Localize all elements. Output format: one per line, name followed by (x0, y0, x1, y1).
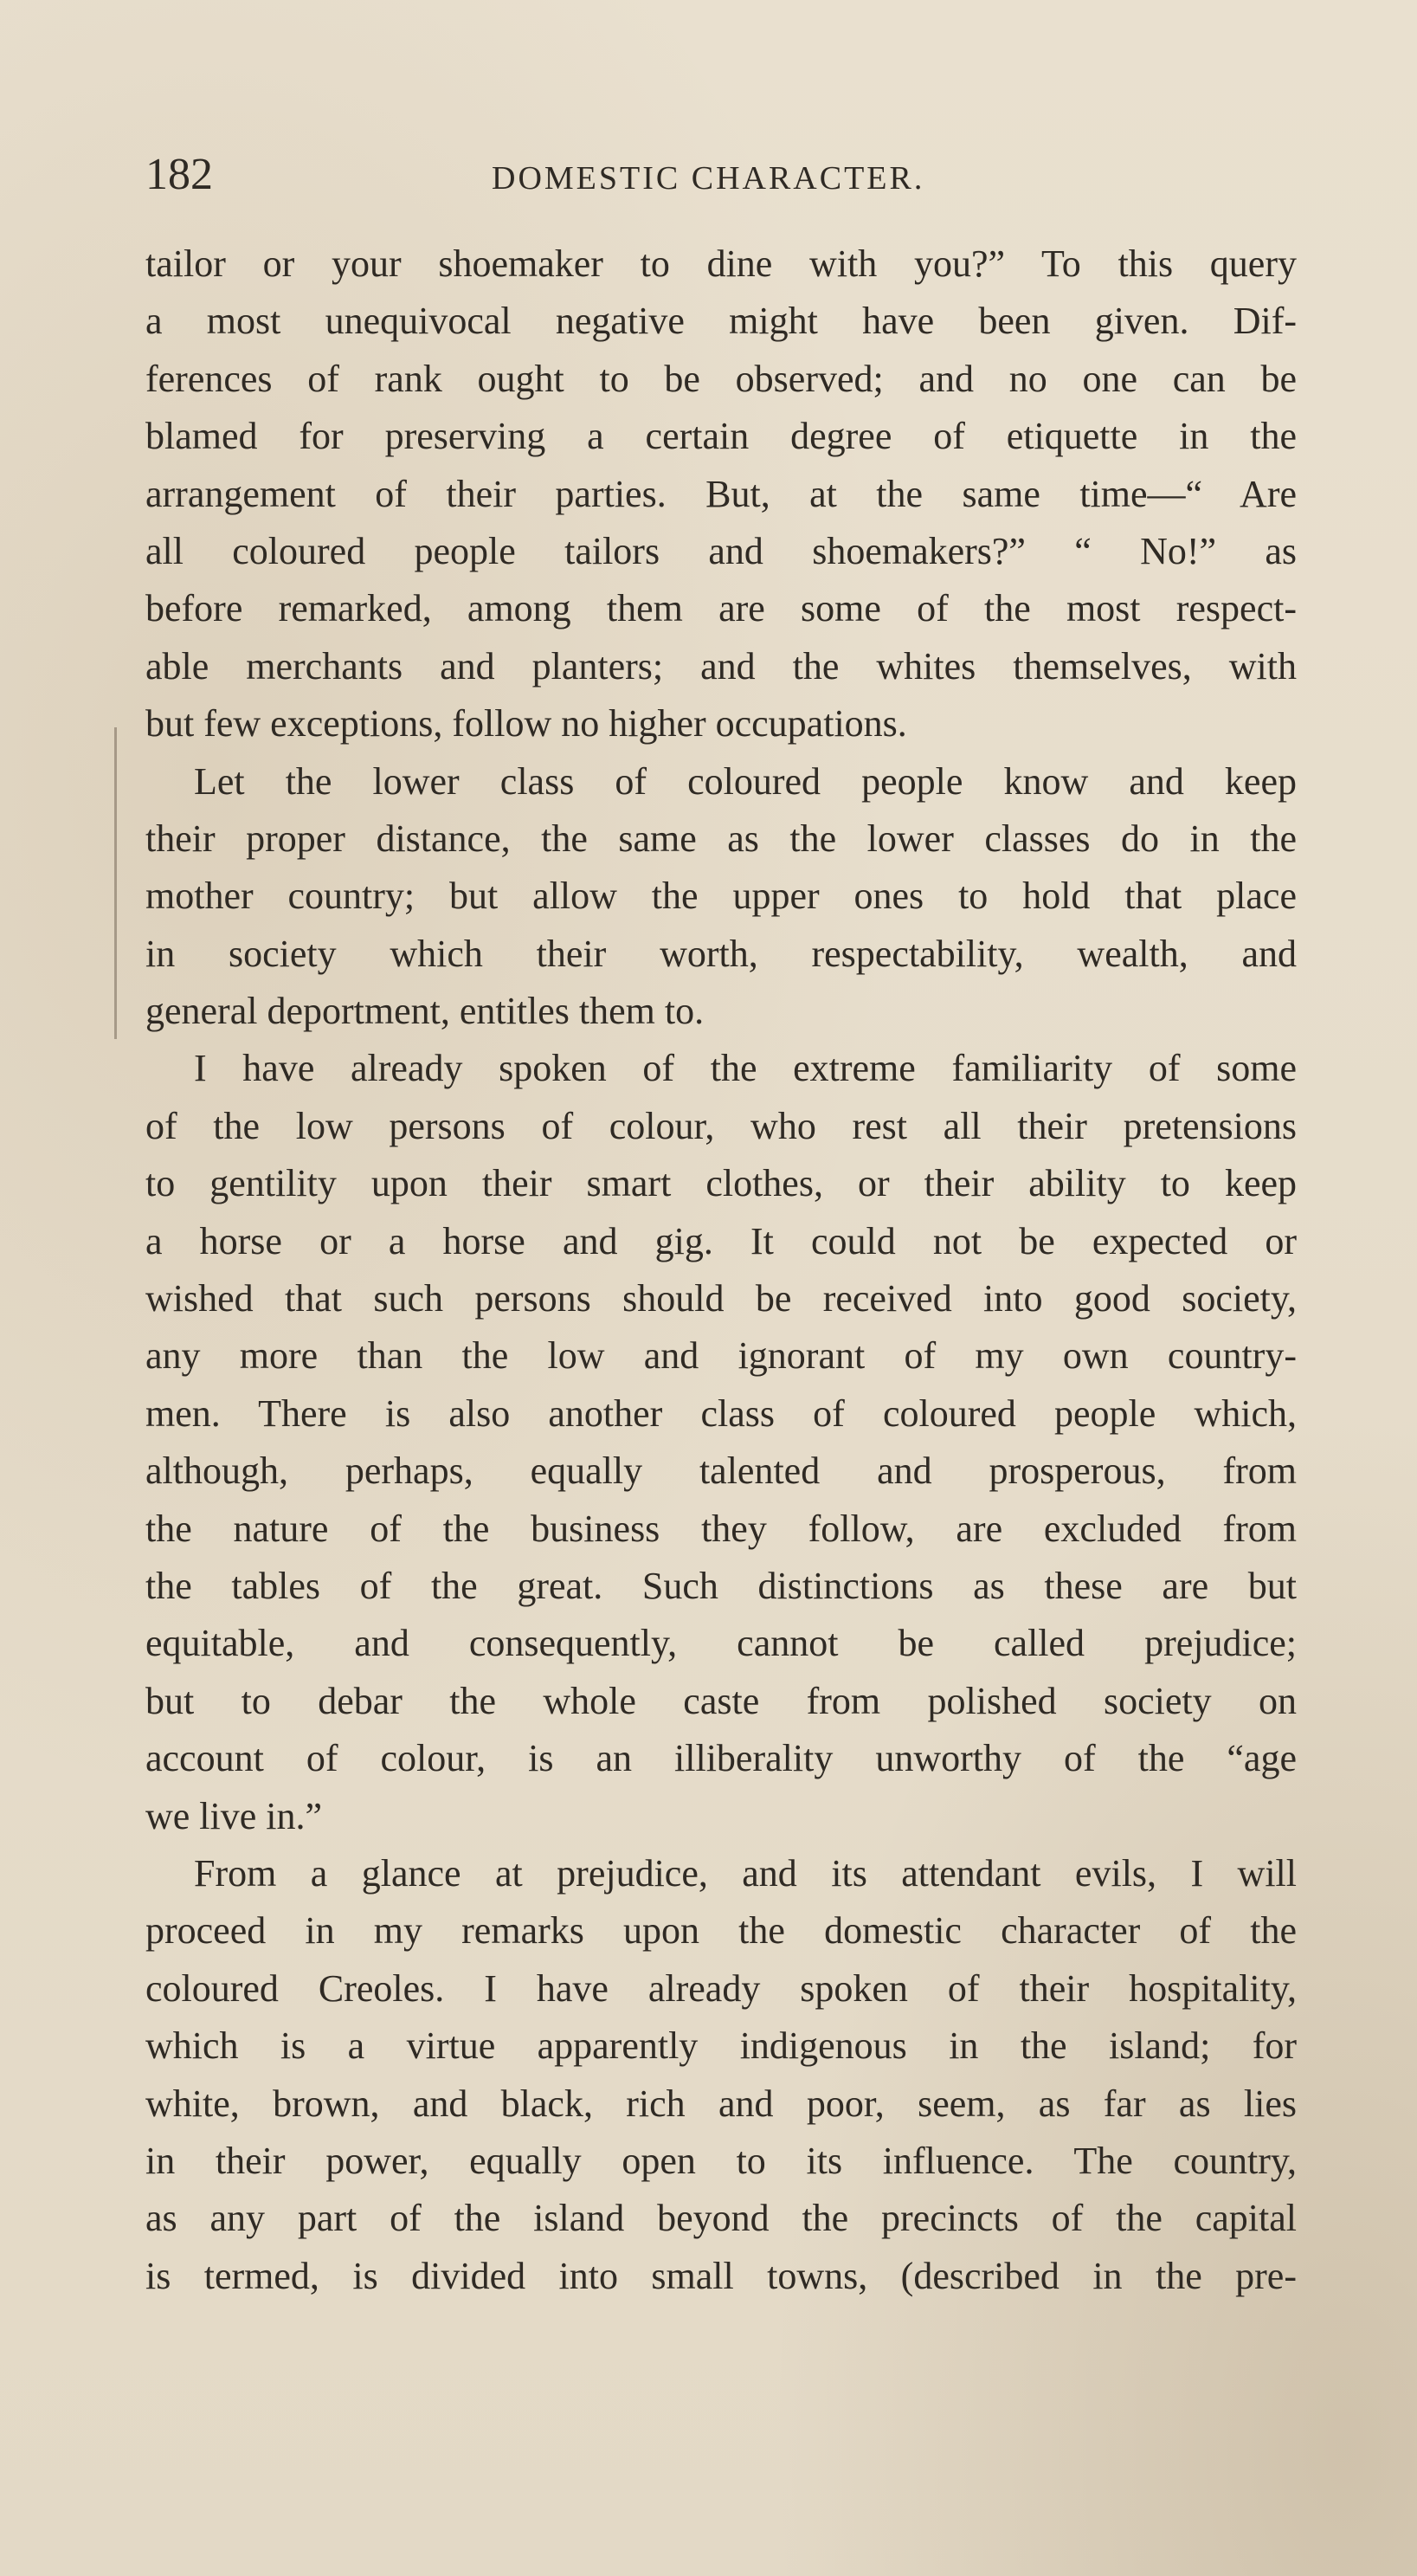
margin-annotation (0, 710, 130, 1056)
text-line: equitable, and consequently, cannot be called prejudice; (145, 1622, 1297, 1665)
text-line: a most unequivocal negative might have been given. Dif- (145, 300, 1297, 343)
text-line: general deportment, entitles them to. (145, 990, 705, 1033)
body-text (145, 236, 1297, 2305)
text-line: coloured Creoles. I have already spoken of their hospitality, (145, 1966, 1297, 2010)
text-line: their proper distance, the same as the lower classes do in the (145, 817, 1297, 860)
text-line: tailor or your shoemaker to dine with you?” To this query (145, 242, 1297, 285)
text-line: of the low persons of colour, who rest all their pretensions (145, 1104, 1297, 1147)
text-line: to gentility upon their smart clothes, or their ability to keep (145, 1162, 1297, 1205)
text-line: which is a virtue apparently indigenous in the island; for (145, 2024, 1297, 2068)
text-line: the nature of the business they follow, are excluded from (145, 1507, 1297, 1550)
paragraph-start-line: From a glance at prejudice, and its attendant evils, I will (194, 1851, 1297, 1895)
margin-bracket (114, 727, 117, 1039)
text-line: but to debar the whole caste from polished society on (145, 1679, 1297, 1722)
text-line: before remarked, among them are some of the most respect- (145, 587, 1297, 630)
text-line: but few exceptions, follow no higher occupations. (145, 702, 907, 746)
text-line: arrangement of their parties. But, at the same time—“ Are (145, 472, 1297, 515)
text-line: is termed, is divided into small towns, (described in the pre- (145, 2254, 1297, 2297)
text-line: as any part of the island beyond the precincts of the capital (145, 2197, 1297, 2240)
text-line: any more than the low and ignorant of my own country- (145, 1334, 1297, 1378)
text-line: mother country; but allow the upper ones to hold that place (145, 875, 1297, 918)
running-title: DOMESTIC CHARACTER. (492, 160, 925, 197)
text-line: able merchants and planters; and the whites themselves, with (145, 644, 1297, 688)
text-line: ferences of rank ought to be observed; and no one can be (145, 357, 1297, 400)
text-line: white, brown, and black, rich and poor, seem, as far as lies (145, 2082, 1297, 2125)
text-line: men. There is also another class of coloured people which, (145, 1391, 1297, 1435)
text-line: we live in.” (145, 1794, 323, 1837)
paragraph-start-line: I have already spoken of the extreme familiarity of some (194, 1047, 1297, 1090)
text-line: all coloured people tailors and shoemakers?” “ No!” as (145, 529, 1297, 572)
page-number: 182 (145, 150, 213, 199)
text-line: in their power, equally open to its influence. The country, (145, 2139, 1297, 2182)
text-line: proceed in my remarks upon the domestic character of the (145, 1909, 1297, 1953)
text-line: the tables of the great. Such distinctions as these are but (145, 1564, 1297, 1607)
text-line: although, perhaps, equally talented and prosperous, from (145, 1449, 1297, 1493)
text-line: account of colour, is an illiberality unworthy of the “age (145, 1737, 1297, 1780)
text-line: blamed for preserving a certain degree of etiquette in the (145, 415, 1297, 458)
paragraph-start-line: Let the lower class of coloured people know and keep (194, 759, 1297, 803)
text-line: a horse or a horse and gig. It could not be expected or (145, 1219, 1297, 1262)
page-header (145, 149, 1297, 204)
text-line: in society which their worth, respectability, wealth, and (145, 932, 1297, 975)
text-line: wished that such persons should be received into good society, (145, 1277, 1297, 1320)
